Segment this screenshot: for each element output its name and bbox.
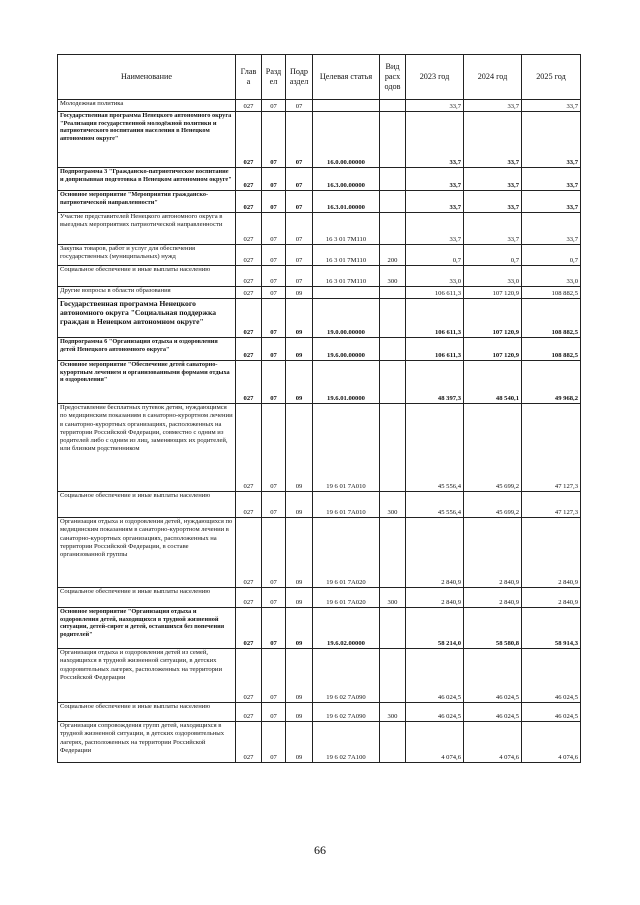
glava-cell: 027 [236, 722, 262, 763]
value-2024-cell: 33,7 [464, 168, 522, 191]
article-cell: 16.0.00.00000 [313, 112, 380, 168]
value-2025-cell: 33,7 [522, 168, 581, 191]
glava-cell: 027 [236, 266, 262, 287]
value-2023-cell: 33,7 [406, 213, 464, 245]
razdel-cell: 07 [262, 100, 286, 112]
ved-cell: 300 [380, 703, 406, 722]
article-cell: 19.6.02.00000 [313, 608, 380, 649]
table-row [58, 703, 581, 722]
glava-cell: 027 [236, 361, 262, 404]
podrazdel-cell: 07 [286, 266, 313, 287]
glava-cell: 027 [236, 213, 262, 245]
razdel-cell: 07 [262, 492, 286, 518]
glava-cell: 027 [236, 703, 262, 722]
razdel-cell: 07 [262, 404, 286, 492]
value-2023-cell: 58 214,0 [406, 608, 464, 649]
header-name: Наименование [58, 55, 236, 100]
header-row [58, 55, 581, 100]
value-2023-cell: 33,7 [406, 168, 464, 191]
value-2023-cell: 33,7 [406, 112, 464, 168]
value-2025-cell: 47 127,3 [522, 404, 581, 492]
razdel-cell: 07 [262, 299, 286, 338]
glava-cell: 027 [236, 588, 262, 608]
value-2023-cell: 0,7 [406, 245, 464, 266]
razdel-cell: 07 [262, 722, 286, 763]
razdel-cell: 07 [262, 338, 286, 361]
value-2023-cell: 4 074,6 [406, 722, 464, 763]
ved-cell [380, 191, 406, 213]
article-cell: 19 6 01 7А020 [313, 518, 380, 588]
value-2023-cell: 33,7 [406, 100, 464, 112]
glava-cell: 027 [236, 245, 262, 266]
value-2025-cell: 49 968,2 [522, 361, 581, 404]
ved-cell [380, 722, 406, 763]
name-cell: Социальное обеспечение и иные выплаты населению [58, 703, 236, 722]
ved-cell [380, 112, 406, 168]
podrazdel-cell: 09 [286, 287, 313, 299]
table-row [58, 245, 581, 266]
header-2024: 2024 год [464, 55, 522, 100]
podrazdel-cell: 07 [286, 112, 313, 168]
value-2023-cell: 45 556,4 [406, 492, 464, 518]
value-2025-cell: 33,7 [522, 191, 581, 213]
value-2024-cell: 2 840,9 [464, 518, 522, 588]
value-2024-cell: 107 120,9 [464, 287, 522, 299]
name-cell: Государственная программа Ненецкого автономного округа "Социальная поддержка граждан в Ненецком автономном округе" [58, 299, 236, 338]
value-2024-cell: 2 840,9 [464, 588, 522, 608]
header-article: Целевая статья [313, 55, 380, 100]
name-cell: Основное мероприятие "Обеспечение детей санаторно-курортным лечением и организованными формами отдыха и оздоровления" [58, 361, 236, 404]
article-cell: 19.0.00.00000 [313, 299, 380, 338]
podrazdel-cell: 07 [286, 191, 313, 213]
table-row [58, 100, 581, 112]
article-cell: 16 3 01 7М110 [313, 245, 380, 266]
name-cell: Государственная программа Ненецкого автономного округа "Реализация государственной молодёжной политики и патриотического воспитания населения в Ненецком автономном округе" [58, 112, 236, 168]
ved-cell [380, 168, 406, 191]
ved-cell [380, 404, 406, 492]
value-2023-cell: 45 556,4 [406, 404, 464, 492]
podrazdel-cell: 09 [286, 703, 313, 722]
podrazdel-cell: 07 [286, 168, 313, 191]
name-cell: Социальное обеспечение и иные выплаты населению [58, 588, 236, 608]
podrazdel-cell: 09 [286, 588, 313, 608]
glava-cell: 027 [236, 287, 262, 299]
value-2024-cell: 46 024,5 [464, 649, 522, 703]
value-2023-cell: 106 611,3 [406, 299, 464, 338]
podrazdel-cell: 09 [286, 649, 313, 703]
razdel-cell: 07 [262, 287, 286, 299]
value-2024-cell: 107 120,9 [464, 338, 522, 361]
table-body [58, 100, 581, 763]
value-2023-cell: 46 024,5 [406, 703, 464, 722]
podrazdel-cell: 09 [286, 299, 313, 338]
value-2024-cell: 4 074,6 [464, 722, 522, 763]
value-2023-cell: 33,0 [406, 266, 464, 287]
name-cell: Закупка товаров, работ и услуг для обеспечения государственных (муниципальных) нужд [58, 245, 236, 266]
header-podrazdel: Подр аздел [286, 55, 313, 100]
ved-cell [380, 361, 406, 404]
article-cell: 19 6 01 7А010 [313, 404, 380, 492]
table-row [58, 361, 581, 404]
value-2025-cell: 2 840,9 [522, 518, 581, 588]
podrazdel-cell: 09 [286, 492, 313, 518]
header-2023: 2023 год [406, 55, 464, 100]
razdel-cell: 07 [262, 518, 286, 588]
header-razdel: Разд ел [262, 55, 286, 100]
value-2025-cell: 108 882,5 [522, 287, 581, 299]
article-cell: 16 3 01 7М110 [313, 213, 380, 245]
value-2023-cell: 106 611,3 [406, 287, 464, 299]
glava-cell: 027 [236, 168, 262, 191]
name-cell: Подпрограмма 3 "Гражданско-патриотическое воспитание и допризывная подготовка в Ненецком автономном округе" [58, 168, 236, 191]
glava-cell: 027 [236, 112, 262, 168]
name-cell: Предоставление бесплатных путевок детям, нуждающимся по медицинским показаниям в санаторно-курортном лечении в санаторно-курортных организациях, расположенных на территории Российской Федерации, совместно с одним из родителей либо с одним из лиц, заменяющих их родителей, или близким родственником [58, 404, 236, 492]
podrazdel-cell: 07 [286, 213, 313, 245]
razdel-cell: 07 [262, 112, 286, 168]
value-2024-cell: 0,7 [464, 245, 522, 266]
razdel-cell: 07 [262, 191, 286, 213]
header-2025: 2025 год [522, 55, 581, 100]
value-2025-cell: 46 024,5 [522, 649, 581, 703]
value-2025-cell: 4 074,6 [522, 722, 581, 763]
value-2024-cell: 46 024,5 [464, 703, 522, 722]
ved-cell [380, 518, 406, 588]
podrazdel-cell: 09 [286, 338, 313, 361]
table-row [58, 404, 581, 492]
article-cell: 19 6 01 7А010 [313, 492, 380, 518]
ved-cell: 200 [380, 245, 406, 266]
value-2024-cell: 107 120,9 [464, 299, 522, 338]
value-2024-cell: 33,0 [464, 266, 522, 287]
podrazdel-cell: 09 [286, 722, 313, 763]
article-cell: 19.6.00.00000 [313, 338, 380, 361]
podrazdel-cell: 09 [286, 608, 313, 649]
value-2025-cell: 58 914,3 [522, 608, 581, 649]
podrazdel-cell: 09 [286, 404, 313, 492]
podrazdel-cell: 07 [286, 100, 313, 112]
glava-cell: 027 [236, 518, 262, 588]
name-cell: Организация сопровождения групп детей, находящихся в трудной жизненной ситуации, в детских оздоровительных лагерях, расположенных на территории Российской Федерации [58, 722, 236, 763]
value-2025-cell: 47 127,3 [522, 492, 581, 518]
table-row [58, 518, 581, 588]
table-row [58, 338, 581, 361]
article-cell: 16.3.00.00000 [313, 168, 380, 191]
article-cell: 16 3 01 7М110 [313, 266, 380, 287]
ved-cell [380, 338, 406, 361]
value-2025-cell: 46 024,5 [522, 703, 581, 722]
table-row [58, 287, 581, 299]
ved-cell [380, 287, 406, 299]
glava-cell: 027 [236, 299, 262, 338]
article-cell [313, 287, 380, 299]
glava-cell: 027 [236, 608, 262, 649]
razdel-cell: 07 [262, 213, 286, 245]
razdel-cell: 07 [262, 266, 286, 287]
table-row [58, 266, 581, 287]
table-row [58, 722, 581, 763]
value-2024-cell: 33,7 [464, 100, 522, 112]
value-2024-cell: 33,7 [464, 112, 522, 168]
glava-cell: 027 [236, 338, 262, 361]
name-cell: Молодежная политика [58, 100, 236, 112]
name-cell: Другие вопросы в области образования [58, 287, 236, 299]
value-2023-cell: 33,7 [406, 191, 464, 213]
ved-cell [380, 608, 406, 649]
table-row [58, 213, 581, 245]
razdel-cell: 07 [262, 361, 286, 404]
ved-cell [380, 299, 406, 338]
header-ved: Вид расх одов [380, 55, 406, 100]
razdel-cell: 07 [262, 649, 286, 703]
razdel-cell: 07 [262, 608, 286, 649]
value-2025-cell: 33,7 [522, 112, 581, 168]
value-2024-cell: 58 580,8 [464, 608, 522, 649]
name-cell: Участие представителей Ненецкого автономного округа в выездных мероприятиях патриотической направленности [58, 213, 236, 245]
name-cell: Социальное обеспечение и иные выплаты населению [58, 492, 236, 518]
table-row [58, 299, 581, 338]
ved-cell: 300 [380, 588, 406, 608]
glava-cell: 027 [236, 191, 262, 213]
name-cell: Организация отдыха и оздоровления детей, нуждающихся по медицинским показаниям в санаторно-курортном лечении в санаторно-курортных организациях, расположенных на территории Российской Федерации, в составе организованной группы [58, 518, 236, 588]
article-cell: 19 6 01 7А020 [313, 588, 380, 608]
value-2023-cell: 2 840,9 [406, 588, 464, 608]
value-2024-cell: 33,7 [464, 213, 522, 245]
value-2023-cell: 46 024,5 [406, 649, 464, 703]
ved-cell [380, 100, 406, 112]
value-2025-cell: 0,7 [522, 245, 581, 266]
article-cell: 16.3.01.00000 [313, 191, 380, 213]
name-cell: Организация отдыха и оздоровления детей из семей, находящихся в трудной жизненной ситуации, в детских оздоровительных лагерях, расположенных на территории Российской Федерации [58, 649, 236, 703]
value-2025-cell: 108 882,5 [522, 338, 581, 361]
glava-cell: 027 [236, 649, 262, 703]
value-2023-cell: 2 840,9 [406, 518, 464, 588]
article-cell: 19 6 02 7А100 [313, 722, 380, 763]
value-2023-cell: 106 611,3 [406, 338, 464, 361]
glava-cell: 027 [236, 404, 262, 492]
table-row [58, 112, 581, 168]
podrazdel-cell: 09 [286, 518, 313, 588]
podrazdel-cell: 07 [286, 245, 313, 266]
value-2025-cell: 108 882,5 [522, 299, 581, 338]
name-cell: Социальное обеспечение и иные выплаты населению [58, 266, 236, 287]
ved-cell [380, 649, 406, 703]
value-2025-cell: 33,0 [522, 266, 581, 287]
header-glava: Глав а [236, 55, 262, 100]
name-cell: Основное мероприятие "Мероприятия гражданско-патриотической направленности" [58, 191, 236, 213]
table-row [58, 608, 581, 649]
table-row [58, 168, 581, 191]
value-2025-cell: 33,7 [522, 100, 581, 112]
table-row [58, 191, 581, 213]
name-cell: Подпрограмма 6 "Организация отдыха и оздоровления детей Ненецкого автономного округа" [58, 338, 236, 361]
value-2024-cell: 45 699,2 [464, 492, 522, 518]
value-2024-cell: 48 540,1 [464, 361, 522, 404]
value-2023-cell: 48 397,3 [406, 361, 464, 404]
ved-cell: 300 [380, 492, 406, 518]
ved-cell: 300 [380, 266, 406, 287]
value-2025-cell: 33,7 [522, 213, 581, 245]
budget-table [57, 54, 581, 763]
article-cell: 19.6.01.00000 [313, 361, 380, 404]
page-number: 66 [314, 843, 326, 857]
glava-cell: 027 [236, 100, 262, 112]
razdel-cell: 07 [262, 168, 286, 191]
table-row [58, 492, 581, 518]
article-cell [313, 100, 380, 112]
value-2025-cell: 2 840,9 [522, 588, 581, 608]
article-cell: 19 6 02 7А090 [313, 649, 380, 703]
glava-cell: 027 [236, 492, 262, 518]
table-row [58, 588, 581, 608]
table-row [58, 649, 581, 703]
podrazdel-cell: 09 [286, 361, 313, 404]
value-2024-cell: 45 699,2 [464, 404, 522, 492]
razdel-cell: 07 [262, 245, 286, 266]
ved-cell [380, 213, 406, 245]
article-cell: 19 6 02 7А090 [313, 703, 380, 722]
razdel-cell: 07 [262, 588, 286, 608]
razdel-cell: 07 [262, 703, 286, 722]
value-2024-cell: 33,7 [464, 191, 522, 213]
name-cell: Основное мероприятие "Организация отдыха и оздоровления детей, находящихся в трудной жизненной ситуации, детей-сирот и детей, оставшихся без попечения родителей" [58, 608, 236, 649]
